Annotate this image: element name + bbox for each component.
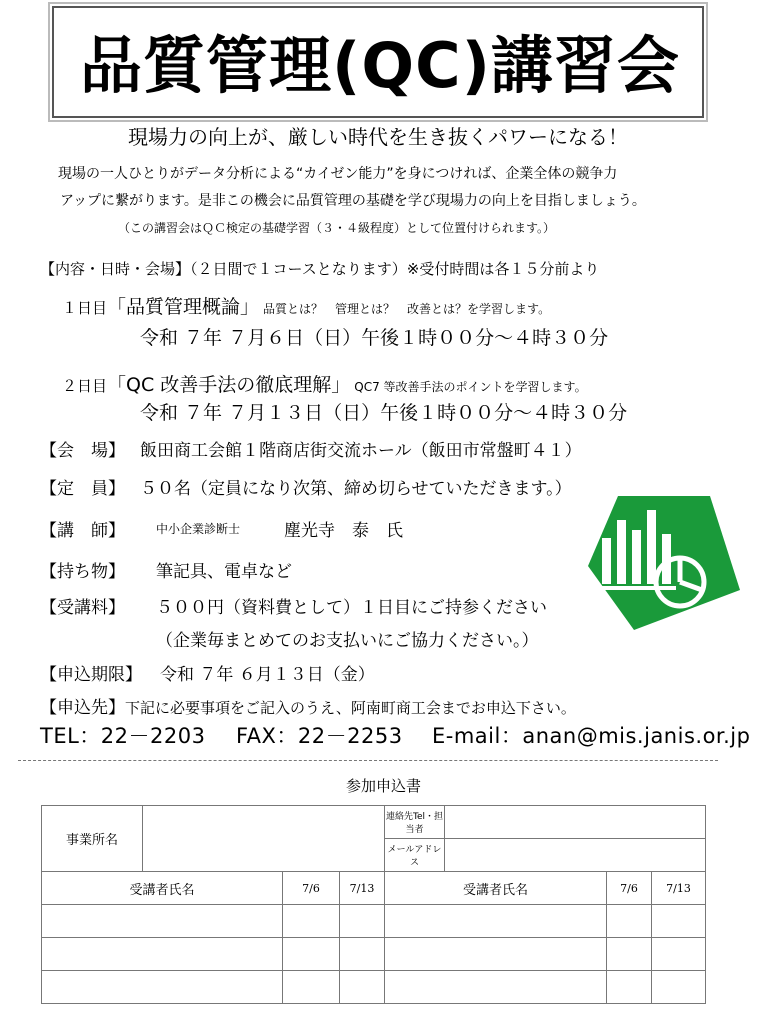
- email-label: メールアドレス: [385, 839, 445, 872]
- attendee-name-cell[interactable]: [385, 938, 607, 971]
- day1-date: 令和 ７年 ７月６日（日）午後１時００分～４時３０分: [140, 327, 609, 349]
- attendee-name-cell[interactable]: [42, 905, 283, 938]
- contact-fax: FAX：22－2253: [236, 724, 403, 748]
- attendee-day1-cell[interactable]: [607, 938, 652, 971]
- attendee-day2-cell[interactable]: [340, 971, 385, 1004]
- venue-label: 【会 場】: [40, 441, 125, 461]
- day2-date: 令和 ７年 ７月１３日（日）午後１時００分～４時３０分: [140, 402, 628, 424]
- attendee-header-right: 受講者氏名: [385, 872, 607, 905]
- company-input[interactable]: [143, 806, 385, 872]
- subtitle: 現場力の向上が、厳しい時代を生き抜くパワーになる！: [128, 125, 628, 149]
- attendee-header-left: 受講者氏名: [42, 872, 283, 905]
- attendee-name-cell[interactable]: [42, 971, 283, 1004]
- lecturer-label: 【講 師】: [40, 521, 125, 541]
- attendee-day2-cell[interactable]: [340, 905, 385, 938]
- day1-row: [62, 292, 550, 319]
- attendee-day1-cell[interactable]: [607, 971, 652, 1004]
- schedule-header: 【内容・日時・会場】（２日間で１コースとなります）※受付時間は各１５分前より: [40, 260, 600, 278]
- day1-col-right: 7/6: [607, 872, 652, 905]
- attendee-day2-cell[interactable]: [652, 938, 706, 971]
- day1-label: １日目: [62, 299, 108, 317]
- attendee-name-cell[interactable]: [385, 971, 607, 1004]
- lecturer-name: 塵光寺 泰 氏: [284, 521, 403, 541]
- attendee-name-cell[interactable]: [42, 938, 283, 971]
- attendee-day1-cell[interactable]: [607, 905, 652, 938]
- capacity-label: 【定 員】: [40, 479, 125, 499]
- attendee-name-cell[interactable]: [385, 905, 607, 938]
- day1-title: 「品質管理概論」: [107, 296, 260, 318]
- page-title: 品質管理(QC)講習会: [80, 29, 680, 102]
- day2-label: ２日目: [62, 377, 108, 395]
- attendee-day2-cell[interactable]: [652, 905, 706, 938]
- intro-line-1: 現場の一人ひとりがデータ分析による“カイゼン能力”を身につければ、企業全体の競争力: [58, 166, 618, 182]
- intro-line-2: アップに繋がります。是非この機会に品質管理の基礎を学び現場力の向上を目指しましょう。: [60, 193, 646, 209]
- company-label: 事業所名: [42, 806, 143, 872]
- apply-value: 下記に必要事項をご記入のうえ、阿南町商工会までお申込下さい。: [125, 699, 576, 717]
- attendee-day1-cell[interactable]: [283, 905, 340, 938]
- items-label: 【持ち物】: [40, 562, 125, 582]
- deadline-label: 【申込期限】: [40, 665, 142, 685]
- contact-input[interactable]: [445, 806, 706, 839]
- day1-col-left: 7/6: [283, 872, 340, 905]
- apply-row: [40, 693, 576, 718]
- attendee-day2-cell[interactable]: [652, 971, 706, 1004]
- email-input[interactable]: [445, 839, 706, 872]
- items-value: 筆記具、電卓など: [156, 562, 292, 582]
- apply-label: 【申込先】: [40, 698, 125, 718]
- day2-row: [62, 370, 587, 397]
- cut-line: [18, 760, 718, 761]
- intro-note: （この講習会はＱＣ検定の基礎学習（３・４級程度）として位置付けられます。）: [118, 221, 556, 235]
- form-title: 参加申込書: [345, 777, 421, 795]
- bar-pie-chart-icon: [588, 494, 740, 630]
- fee-note: （企業毎まとめてのお支払いにご協力ください。）: [156, 631, 539, 651]
- title-box: [52, 6, 704, 118]
- attendee-day2-cell[interactable]: [340, 938, 385, 971]
- fee-value: ５００円（資料費として）１日目にご持参ください: [156, 598, 547, 618]
- fee-label: 【受講料】: [40, 598, 125, 618]
- attendee-day1-cell[interactable]: [283, 938, 340, 971]
- lecturer-title: 中小企業診断士: [156, 522, 241, 536]
- day1-desc: 品質とは？ 管理とは？ 改善とは？を学習します。: [263, 302, 551, 316]
- venue-value: 飯田商工会館１階商店街交流ホール（飯田市常盤町４１）: [140, 441, 582, 461]
- capacity-value: ５０名（定員になり次第、締め切らせていただきます。）: [140, 479, 572, 499]
- day2-title: 「QC 改善手法の徹底理解」: [107, 374, 351, 396]
- day2-col-left: 7/13: [340, 872, 385, 905]
- contact-tel: TEL：22－2203: [40, 724, 206, 748]
- contact-label: 連絡先Tel・担当者: [385, 806, 445, 839]
- application-form: [41, 805, 706, 1004]
- attendee-day1-cell[interactable]: [283, 971, 340, 1004]
- deadline-value: 令和 ７年 ６月１３日（金）: [160, 665, 375, 685]
- contact-email: E-mail：anan@mis.janis.or.jp: [432, 724, 751, 748]
- day2-desc: QC7 等改善手法のポイントを学習します。: [354, 380, 587, 394]
- day2-col-right: 7/13: [652, 872, 706, 905]
